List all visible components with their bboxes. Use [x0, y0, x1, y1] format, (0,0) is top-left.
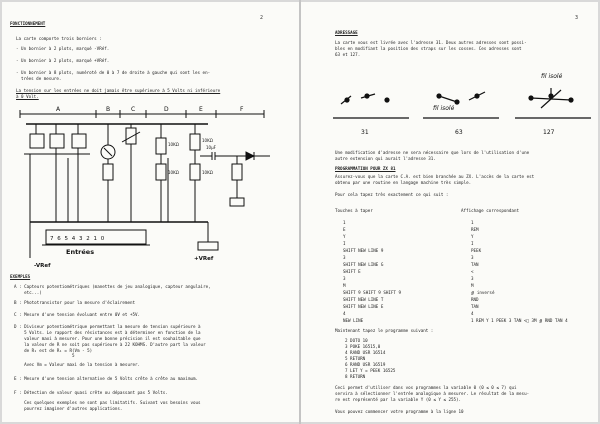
- display-cell: 3: [471, 276, 474, 281]
- example-d: de R₁ est de R₁ = R(Vm - 5): [14, 348, 93, 353]
- connector-pin-numbers: 7 6 5 4 3 2 1 0: [50, 236, 106, 242]
- key-cell: SHIFT NEW LINE G: [343, 262, 384, 267]
- example-d: valeur maxi à mesurer. Pour une bonne précision il est souhaitable que: [14, 336, 201, 341]
- section-title-exemples: EXEMPLES: [10, 274, 31, 279]
- display-cell: 4: [471, 311, 474, 316]
- warning-text: La tension sur les entrées ne doit jamais être supérieure à 5 Volts ni inférieure: [16, 88, 221, 93]
- column-header-display: Affichage correspondant: [461, 208, 519, 213]
- example-d: Avec Vm = Valeur maxi de la tension à mesurer.: [14, 362, 141, 367]
- capacitor-label: 10µF: [206, 145, 216, 150]
- key-cell: SHIFT 9 SHIFT 9 SHIFT 9: [343, 290, 401, 295]
- strap-diagrams: [329, 66, 595, 144]
- section-label-f: F: [240, 106, 244, 113]
- page-number: 2: [260, 15, 264, 21]
- program-line: 2 DOTO 10: [345, 338, 368, 343]
- vref-minus-label: -VRef: [34, 263, 51, 269]
- vref-plus-label: +VRef: [194, 256, 214, 262]
- section-label-b: B: [106, 106, 111, 113]
- fil-isole-label: fil isolé: [541, 73, 563, 80]
- display-cell: ∯ inversé: [471, 290, 495, 295]
- example-d: D : Diviseur potentiométrique permettant la mesure de tension supérieure à: [14, 324, 201, 329]
- key-cell: 3: [343, 276, 346, 281]
- display-cell: 3: [471, 255, 474, 260]
- display-cell: I: [471, 241, 474, 246]
- paragraph: La carte comporte trois borniers :: [16, 36, 102, 41]
- display-cell: RND: [471, 297, 479, 302]
- example-a: A : Capteurs potentiométriques (manettes de jeu analogique, capteur angulaire,: [14, 284, 211, 289]
- example-b: B : Phototransistor pour la mesure d'éclairement: [14, 300, 136, 305]
- key-cell: 3: [343, 255, 346, 260]
- example-a: etc...): [14, 290, 42, 295]
- display-cell: TAN: [471, 262, 479, 267]
- example-f: pourrez imaginer d'autres applications.: [14, 406, 123, 411]
- key-cell: 4: [343, 311, 346, 316]
- paragraph: Pour cela tapez très exactement ce qui suit :: [335, 192, 449, 197]
- display-cell: <: [471, 269, 474, 274]
- list-item: - Un bornier à 8 plots, numéroté de 0 à 7 de droite à gauche qui sont les en-: [16, 70, 211, 75]
- display-cell: TAN: [471, 304, 479, 309]
- strap-caption-31: 31: [361, 129, 369, 136]
- key-cell: I: [343, 241, 346, 246]
- program-line: 4 RAND USR 16514: [345, 350, 386, 355]
- list-item: - Un bornier à 2 plots, marqué -VRéf.: [16, 46, 110, 51]
- paragraph: Maintenant tapez le programme suivant :: [335, 328, 434, 333]
- example-c: C : Mesure d'une tension évoluant entre 0V et +5V.: [14, 312, 141, 317]
- strap-caption-127: 127: [543, 129, 555, 136]
- resistor-label: 10KΩ: [168, 142, 179, 147]
- paragraph: re est représenté par la variable Y (0 ≤ Y ≤ 255).: [335, 397, 462, 402]
- paragraph: 63 et 127.: [335, 52, 361, 57]
- display-cell: M: [471, 283, 474, 288]
- section-label-d: D: [164, 106, 169, 113]
- resistor-label: 10KΩ: [202, 138, 213, 143]
- example-e: E : Mesure d'une tension alternative de 5 Volts crête à crête au maximum.: [14, 376, 199, 381]
- paragraph: Assurez-vous que la carte C.A. est bien branchée au ZX. L'accès de la carte est: [335, 174, 535, 179]
- key-cell: E: [343, 227, 346, 232]
- resistor-label: 10KΩ: [202, 170, 213, 175]
- display-cell: REM: [471, 227, 479, 232]
- strap-caption-63: 63: [455, 129, 463, 136]
- paragraph: obtenu par une routine en langage machine très simple.: [335, 180, 472, 185]
- key-cell: M: [343, 283, 346, 288]
- warning-text: à 0 Volt.: [16, 94, 39, 99]
- left-page: [2, 2, 299, 422]
- program-line: 3 POKE 16515,0: [345, 344, 381, 349]
- key-cell: SHIFT E: [343, 269, 361, 274]
- paragraph: La carte vous est livrée avec l'adresse 31. Deux autres adresses sont possi-: [335, 40, 527, 45]
- section-title-programmation: PROGRAMMATION POUR ZX 81: [335, 166, 396, 171]
- display-cell: 1: [471, 220, 474, 225]
- paragraph: Une modification d'adresse ne sera nécessaire que lors de l'utilisation d'une: [335, 150, 530, 155]
- program-line: 5 RETURN: [345, 356, 366, 361]
- example-d: 5 Volts. Le rapport des résistances est à déterminer en fonction de la: [14, 330, 201, 335]
- list-item: trées de mesure.: [16, 76, 62, 81]
- column-header-keys: Touches à taper: [335, 208, 373, 213]
- connector-label: Entrées: [66, 248, 95, 256]
- display-cell: 1 REM Y 1 PEEK 3 TAN <□ 3M ∯ RND TAN 4: [471, 318, 568, 323]
- section-label-a: A: [56, 106, 61, 113]
- right-page: [301, 2, 598, 422]
- key-cell: SHIFT NEW LINE T: [343, 297, 384, 302]
- section-label-e: E: [199, 106, 203, 113]
- key-cell: SHIFT NEW LINE E: [343, 304, 384, 309]
- paragraph: servira à sélectionner l'entrée analogique à mesurer. Le résultat de la mesu-: [335, 391, 530, 396]
- key-cell: 1: [343, 220, 346, 225]
- fil-isole-label: fil isolé: [433, 105, 455, 112]
- key-cell: NEW LINE: [343, 318, 364, 323]
- resistor-label: 10KΩ: [168, 170, 179, 175]
- paragraph: bles en modifiant la position des straps sur les cosses. Ces adresses sont: [335, 46, 522, 51]
- example-f: F : Détection de valeur quasi crête ou dépassant pas 5 Volts.: [14, 390, 168, 395]
- program-line: 6 RAND USR 16519: [345, 362, 386, 367]
- section-label-c: C: [131, 106, 136, 113]
- program-line: 8 RETURN: [345, 374, 366, 379]
- key-cell: SHIFT NEW LINE 9: [343, 248, 384, 253]
- circuit-diagram: [8, 102, 298, 270]
- section-title-fonctionnement: FONCTIONNEMENT: [10, 21, 46, 26]
- example-f: Ces quelques exemples ne sont pas limitatifs. Suivant vos besoins vous: [14, 400, 201, 405]
- program-line: 7 LET Y = PEEK 16525: [345, 368, 396, 373]
- paragraph: Ceci permet d'utiliser dans vos programmes la variable 0 (0 ≤ 0 ≤ 7) qui: [335, 385, 517, 390]
- display-cell: Y: [471, 234, 474, 239]
- section-title-adressage: ADRESSAGE: [335, 30, 358, 35]
- paragraph: autre extension qui aurait l'adresse 31.: [335, 156, 436, 161]
- list-item: - Un bornier à 2 plots, marqué +VRéf.: [16, 58, 110, 63]
- display-cell: PEEK: [471, 248, 482, 253]
- paragraph: Vous pouvez commencer votre programme à la ligne 10: [335, 409, 464, 414]
- example-d: 5: [14, 353, 75, 358]
- key-cell: Y: [343, 234, 346, 239]
- page-number: 3: [575, 15, 579, 21]
- example-d: la valeur de R ne soit pas supérieure à 22 KOHMS. D'autre part la valeur: [14, 342, 206, 347]
